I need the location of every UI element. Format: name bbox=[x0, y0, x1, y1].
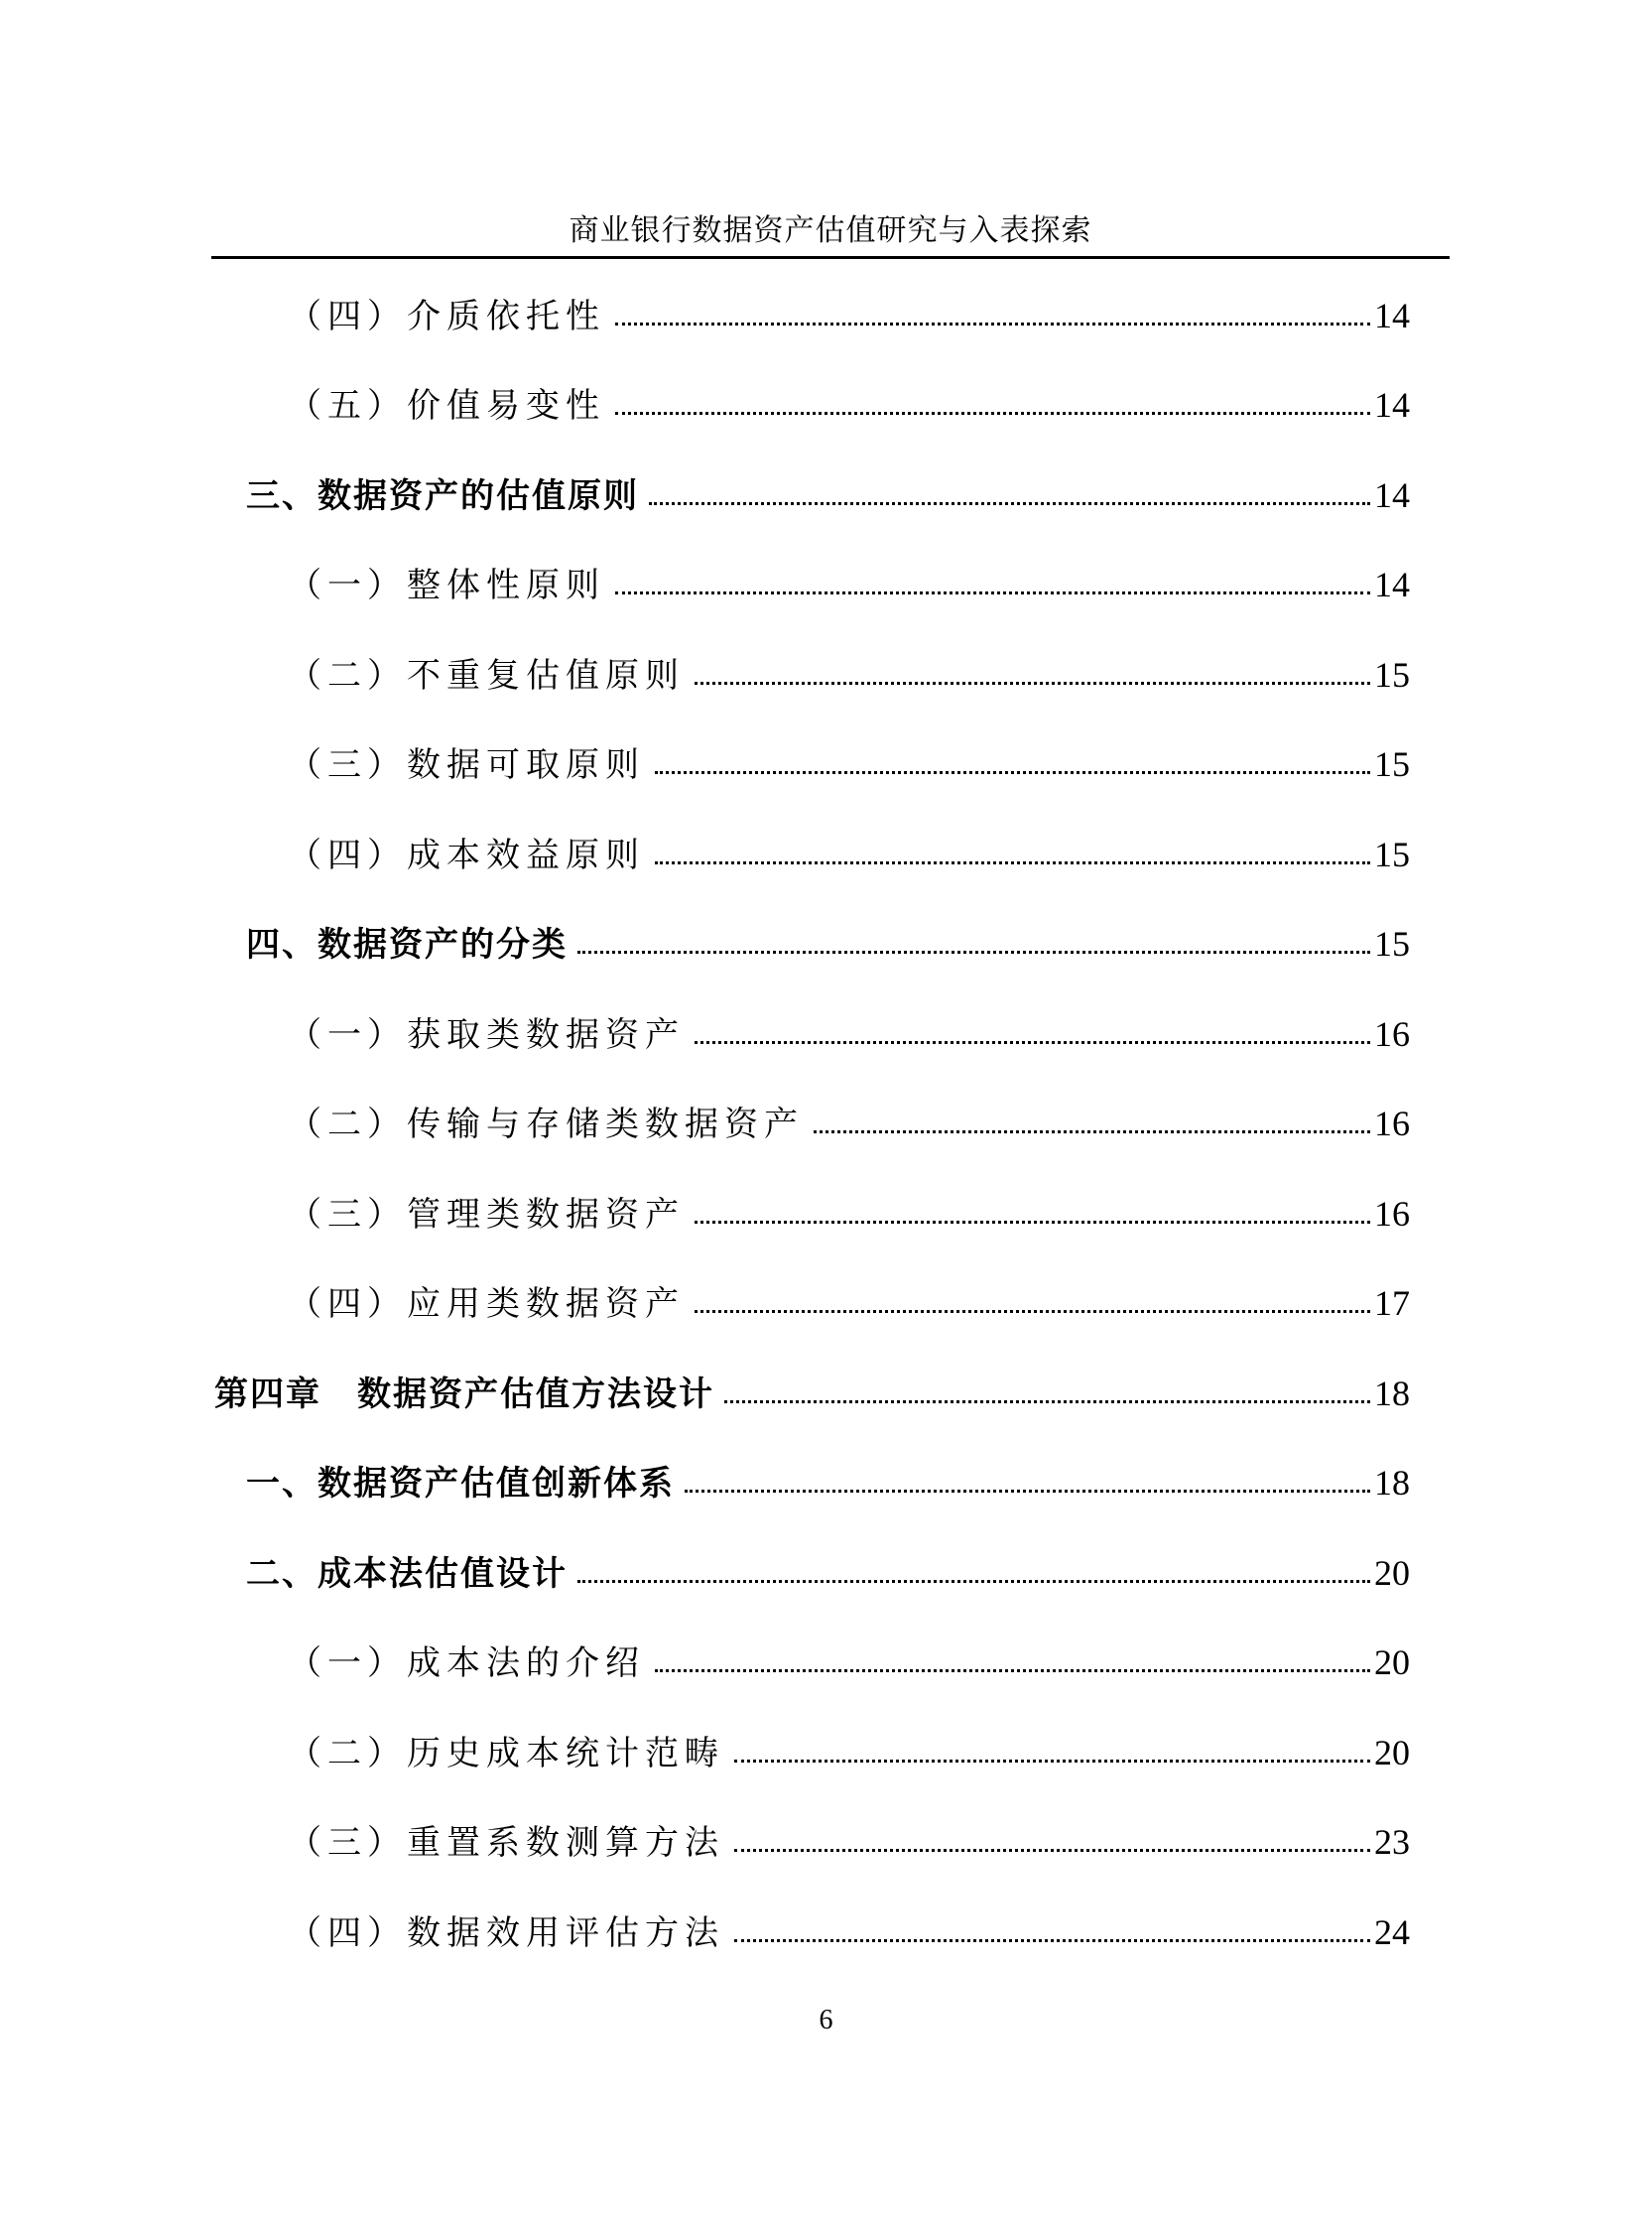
toc-entry-label: （一）获取类数据资产 bbox=[288, 1015, 685, 1055]
toc-entry[interactable] bbox=[288, 1627, 1410, 1686]
toc-entry[interactable] bbox=[288, 728, 1410, 788]
toc-dot-leader bbox=[724, 1400, 1370, 1403]
toc-entry[interactable] bbox=[288, 998, 1410, 1058]
toc-entry-page: 14 bbox=[1374, 385, 1410, 425]
toc-entry-label: （三）数据可取原则 bbox=[288, 745, 645, 785]
toc-entry-page: 16 bbox=[1374, 1104, 1410, 1143]
toc-entry[interactable] bbox=[288, 1267, 1410, 1327]
toc-entry-page: 23 bbox=[1374, 1822, 1410, 1862]
toc-entry[interactable] bbox=[288, 639, 1410, 699]
toc-dot-leader bbox=[655, 771, 1370, 774]
toc-dot-leader bbox=[695, 1041, 1370, 1044]
toc-entry-page: 18 bbox=[1374, 1374, 1410, 1413]
toc-entry[interactable] bbox=[288, 1717, 1410, 1776]
toc-dot-leader bbox=[655, 1669, 1370, 1672]
toc-dot-leader bbox=[734, 1760, 1370, 1763]
toc-entry[interactable] bbox=[246, 459, 1410, 519]
page-number: 6 bbox=[819, 2005, 833, 2035]
toc-dot-leader bbox=[695, 1221, 1370, 1224]
toc-entry-label: （四）数据效用评估方法 bbox=[288, 1913, 724, 1953]
toc-entry[interactable] bbox=[288, 369, 1410, 429]
toc-entry-page: 15 bbox=[1374, 655, 1410, 695]
toc-entry-label: （五）价值易变性 bbox=[288, 386, 605, 426]
toc-dot-leader bbox=[577, 951, 1370, 954]
toc-entry-page: 20 bbox=[1374, 1553, 1410, 1593]
toc-entry-page: 15 bbox=[1374, 924, 1410, 964]
document-title: 商业银行数据资产估值研究与入表探索 bbox=[569, 213, 1092, 248]
toc-entry[interactable] bbox=[288, 549, 1410, 608]
toc-entry[interactable] bbox=[246, 1537, 1410, 1597]
toc-entry[interactable] bbox=[288, 819, 1410, 878]
toc-dot-leader bbox=[615, 323, 1370, 326]
toc-entry-page: 20 bbox=[1374, 1733, 1410, 1772]
toc-entry[interactable] bbox=[288, 1897, 1410, 1956]
toc-entry-page: 14 bbox=[1374, 296, 1410, 335]
toc-entry-label: （二）历史成本统计范畴 bbox=[288, 1734, 724, 1773]
toc-dot-leader bbox=[615, 591, 1370, 594]
toc-dot-leader bbox=[695, 682, 1370, 685]
toc-entry[interactable] bbox=[288, 280, 1410, 339]
toc-dot-leader bbox=[814, 1130, 1370, 1133]
toc-entry[interactable] bbox=[246, 908, 1410, 968]
toc-entry[interactable] bbox=[288, 1088, 1410, 1147]
toc-entry-label: （二）传输与存储类数据资产 bbox=[288, 1105, 804, 1144]
toc-dot-leader bbox=[615, 412, 1370, 415]
toc-entry[interactable] bbox=[214, 1358, 1410, 1417]
toc-entry-label: （二）不重复估值原则 bbox=[288, 656, 685, 696]
toc-entry-page: 16 bbox=[1374, 1014, 1410, 1054]
toc-entry-label: 三、数据资产的估值原则 bbox=[246, 476, 639, 516]
toc-entry-page: 20 bbox=[1374, 1642, 1410, 1682]
toc-entry-page: 14 bbox=[1374, 565, 1410, 604]
toc-dot-leader bbox=[655, 861, 1370, 864]
toc-entry-label: 一、数据资产估值创新体系 bbox=[246, 1464, 675, 1504]
toc-dot-leader bbox=[649, 502, 1370, 505]
toc-entry-label: （四）成本效益原则 bbox=[288, 836, 645, 875]
toc-entry-page: 17 bbox=[1374, 1283, 1410, 1323]
toc-entry[interactable] bbox=[288, 1806, 1410, 1866]
toc-dot-leader bbox=[577, 1580, 1370, 1583]
toc-dot-leader bbox=[734, 1849, 1370, 1852]
toc-dot-leader bbox=[695, 1310, 1370, 1313]
toc-dot-leader bbox=[734, 1939, 1370, 1942]
toc-entry-label: （三）管理类数据资产 bbox=[288, 1195, 685, 1235]
toc-entry-page: 24 bbox=[1374, 1912, 1410, 1952]
toc-entry-page: 15 bbox=[1374, 835, 1410, 874]
toc-entry-label: 四、数据资产的分类 bbox=[246, 925, 568, 965]
toc-entry-label: （三）重置系数测算方法 bbox=[288, 1823, 724, 1863]
toc-entry-page: 14 bbox=[1374, 475, 1410, 515]
toc-entry-label: （一）成本法的介绍 bbox=[288, 1643, 645, 1683]
toc-entry-label: （一）整体性原则 bbox=[288, 566, 605, 605]
toc-dot-leader bbox=[685, 1490, 1370, 1493]
toc-entry-page: 15 bbox=[1374, 744, 1410, 784]
toc-entry-label: （四）应用类数据资产 bbox=[288, 1284, 685, 1324]
toc-entry[interactable] bbox=[288, 1178, 1410, 1238]
toc-entry[interactable] bbox=[246, 1447, 1410, 1506]
toc-entry-page: 16 bbox=[1374, 1194, 1410, 1234]
toc-entry-label: 第四章 数据资产估值方法设计 bbox=[214, 1375, 714, 1414]
toc-entry-page: 18 bbox=[1374, 1463, 1410, 1503]
toc-entry-label: （四）介质依托性 bbox=[288, 297, 605, 336]
toc-entry-label: 二、成本法估值设计 bbox=[246, 1554, 568, 1594]
